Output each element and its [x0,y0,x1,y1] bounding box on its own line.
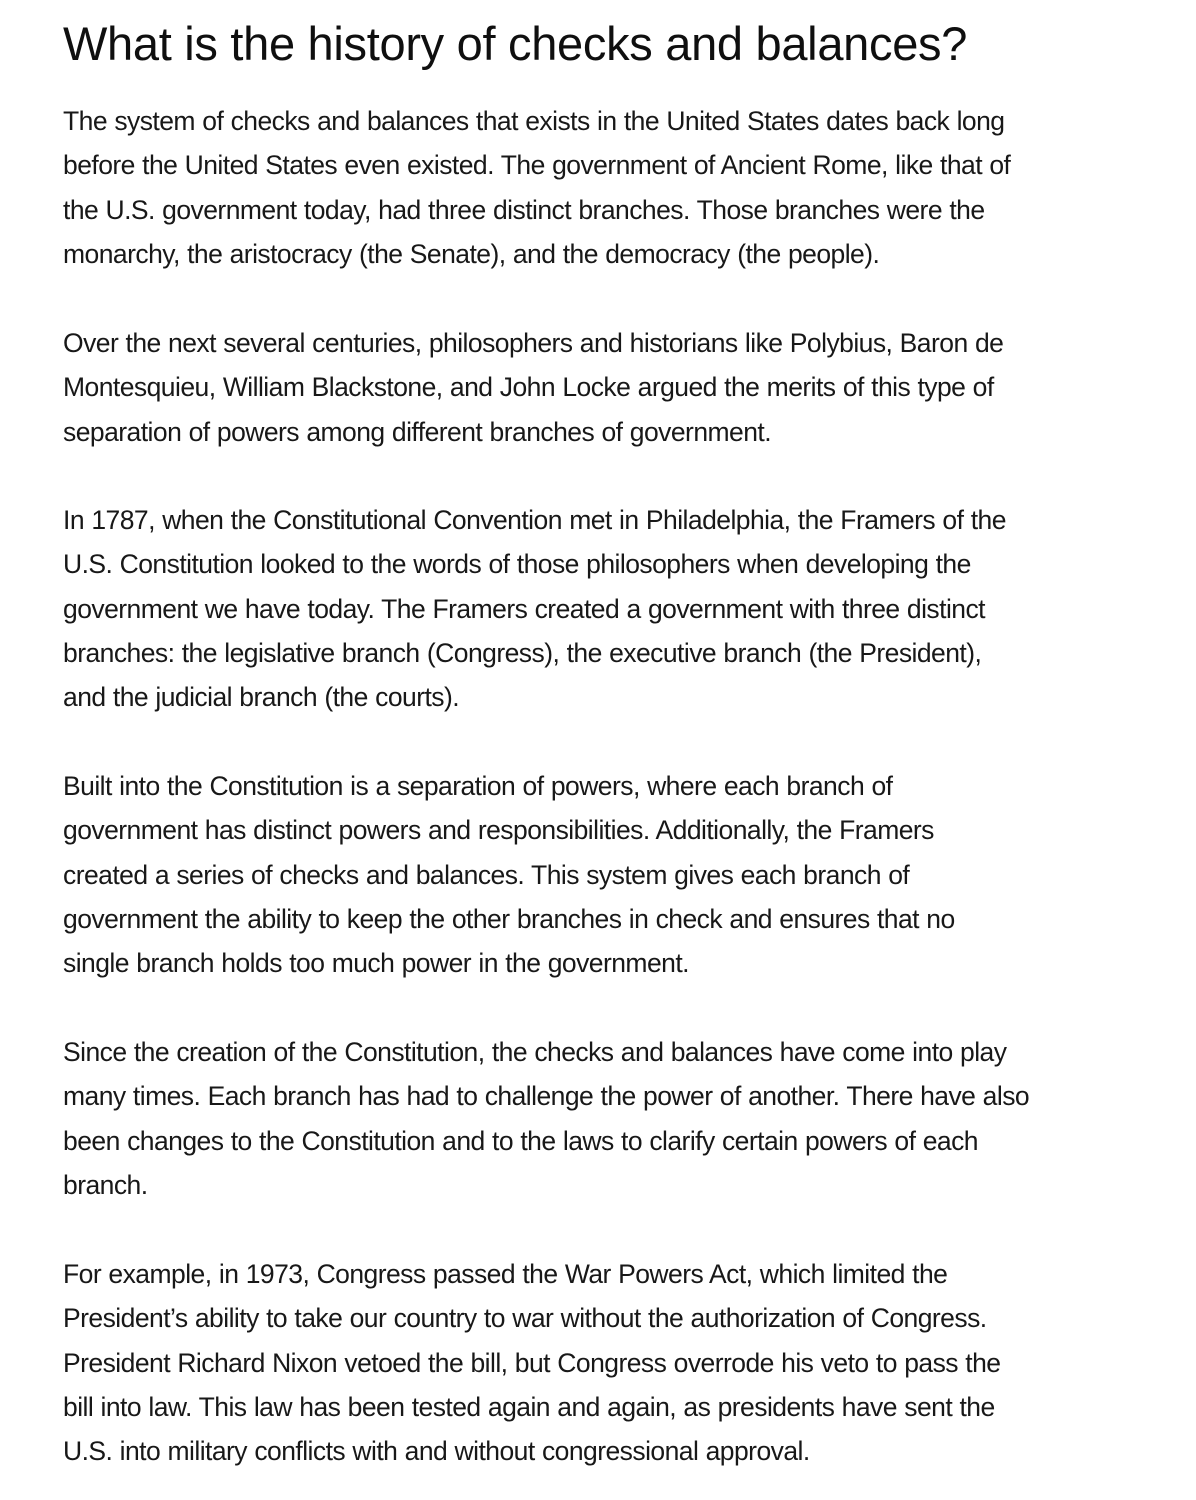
paragraph-line: many times. Each branch has had to challenge the power of another. There have also [63,1081,1030,1112]
paragraph-ancient-rome [63,99,1010,276]
paragraph-line: President Richard Nixon vetoed the bill, but Congress overrode his veto to pass the [63,1347,1001,1378]
paragraph-line: For example, in 1973, Congress passed the War Powers Act, which limited the [63,1259,948,1289]
paragraph-line: single branch holds too much power in the government. [63,948,689,979]
paragraph-line: In 1787, when the Constitutional Convention met in Philadelphia, the Framers of the [63,505,1006,535]
paragraph-line: Montesquieu, William Blackstone, and John Locke argued the merits of this type of [63,372,994,403]
paragraph-line: government the ability to keep the other branches in check and ensures that no [63,904,955,935]
paragraph-line: government has distinct powers and responsibilities. Additionally, the Framers [63,815,934,846]
paragraph-line: been changes to the Constitution and to the laws to clarify certain powers of each [63,1125,978,1156]
paragraph-line: The system of checks and balances that exists in the United States dates back long [63,106,1005,136]
paragraph-since-creation [63,1030,1029,1207]
article-title: What is the history of checks and balances? [63,17,968,70]
paragraph-line: government we have today. The Framers created a government with three distinct [63,593,985,624]
paragraph-constitutional-convention [63,498,1006,720]
paragraph-separation-of-powers [63,764,955,986]
paragraph-line: separation of powers among different branches of government. [63,416,772,447]
paragraph-line: President’s ability to take our country to war without the authorization of Congress. [63,1303,987,1334]
paragraph-line: the U.S. government today, had three distinct branches. Those branches were the [63,194,985,225]
paragraph-line: branches: the legislative branch (Congress), the executive branch (the President), [63,638,982,669]
paragraph-line: Built into the Constitution is a separation of powers, where each branch of [63,771,893,801]
paragraph-war-powers-act [63,1252,1000,1474]
paragraph-line: Since the creation of the Constitution, the checks and balances have come into play [63,1037,1007,1067]
paragraph-line: branch. [63,1170,148,1201]
paragraph-line: U.S. Constitution looked to the words of those philosophers when developing the [63,549,971,580]
paragraph-line: monarchy, the aristocracy (the Senate), and the democracy (the people). [63,239,880,270]
paragraph-philosophers [63,321,1003,454]
paragraph-line: bill into law. This law has been tested again and again, as presidents have sent the [63,1392,995,1423]
paragraph-line: before the United States even existed. The government of Ancient Rome, like that of [63,150,1011,181]
paragraph-line: U.S. into military conflicts with and without congressional approval. [63,1436,810,1467]
paragraph-line: and the judicial branch (the courts). [63,682,460,713]
paragraph-line: Over the next several centuries, philosophers and historians like Polybius, Baron de [63,328,1004,358]
paragraph-line: created a series of checks and balances. This system gives each branch of [63,859,910,890]
